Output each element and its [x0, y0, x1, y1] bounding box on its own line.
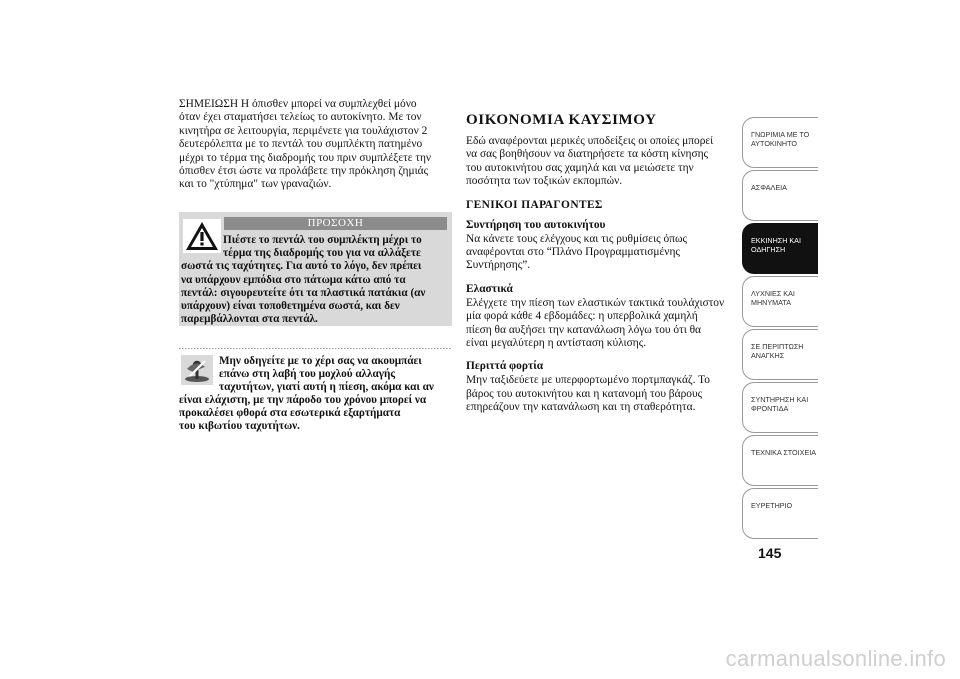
right-column: [466, 112, 738, 415]
note-line: μέχρι το τέρμα της διαδρομής του πριν συμπλέξετε την: [179, 151, 432, 164]
tab-label: ΦΡΟΝΤΙΔΑ: [751, 404, 789, 413]
tab-technical-data[interactable]: [742, 435, 818, 486]
tab-label: ΣΥΝΤΗΡΗΣΗ ΚΑΙ: [751, 395, 809, 404]
tyres-paragraph: [466, 297, 738, 351]
warning-line: Πιέστε το πεντάλ του συμπλέκτη μέχρι το: [223, 234, 422, 246]
note-line: όπισθεν έτσι ώστε να προλάβετε την πρόκληση ζημιάς: [179, 165, 429, 178]
maintenance-heading: Συντήρηση του αυτοκινήτου: [466, 218, 606, 231]
warning-text: [181, 234, 450, 326]
tab-label: ΑΣΦΑΛΕΙΑ: [751, 183, 787, 192]
tab-label: ΑΥΤΟΚΙΝΗΤΟ: [751, 139, 797, 148]
warning-line: υπάρχουν) είναι τοποθετημένα σωστά, και δεν: [181, 300, 400, 313]
tab-label: ΕΚΚΙΝΗΣΗ ΚΑΙ: [751, 236, 801, 245]
maintenance-line: Συντήρησης”.: [466, 259, 531, 272]
tab-maintenance[interactable]: [742, 382, 818, 433]
tab-warning-lights[interactable]: [742, 276, 818, 327]
intro-line: να σας βοηθήσουν να διατηρήσετε τα κόστη κίνησης: [466, 148, 709, 161]
maintenance-line: αναφέρονται στο “Πλάνο Προγραμματισμένης: [466, 246, 680, 259]
tab-label: ΤΕΧΝΙΚΑ ΣΤΟΙΧΕΙΑ: [751, 448, 817, 457]
tab-emergency[interactable]: [742, 329, 818, 380]
tyres-line: μία φορά κάθε 4 εβδομάδες: η υπερβολικά χαμηλή: [466, 310, 698, 323]
tab-label: ΜΗΝΥΜΑΤΑ: [751, 298, 792, 307]
tip-text: [179, 355, 452, 433]
warning-heading: ΠΡΟΣΟΧΗ: [224, 217, 447, 230]
dotted-divider: [179, 348, 452, 349]
watermark: carmanualsonline.info: [725, 646, 946, 671]
tab-label: ΣΕ ΠΕΡΙΠΤΩΣΗ: [751, 342, 804, 351]
tab-label: ΛΥΧΝΙΕΣ ΚΑΙ: [751, 289, 795, 298]
tab-label: ΟΔΗΓΗΣΗ: [751, 245, 786, 254]
section-title: ΟΙΚΟΝΟΜΙΑ ΚΑΥΣΙΜΟΥ: [466, 112, 657, 128]
warning-line: σωστά τις ταχύτητες. Για αυτό το λόγο, δεν πρέπει: [181, 260, 422, 273]
intro-paragraph: [466, 135, 738, 189]
chapter-tabs: [742, 117, 818, 541]
tip-line: Μην οδηγείτε με το χέρι σας να ακουμπάει: [219, 355, 422, 367]
page-number: 145: [758, 545, 782, 561]
tab-getting-to-know[interactable]: [742, 117, 818, 168]
subsection-heading: ΓΕΝΙΚΟΙ ΠΑΡΑΓΟΝΤΕΣ: [466, 198, 603, 211]
tip-line: επάνω στη λαβή του μοχλού αλλαγής: [219, 368, 396, 380]
note-line: όταν έχει σταματήσει τελείως το αυτοκίνητο. Με τον: [179, 111, 422, 124]
tyres-line: Ελέγχετε την πίεση των ελαστικών τακτικά τουλάχιστον: [466, 296, 725, 309]
tab-label: ΑΝΑΓΚΗΣ: [751, 351, 785, 360]
intro-line: του αυτοκινήτου σας χαμηλά και να μειώσετε την: [466, 161, 694, 174]
tab-label: ΓΝΩΡΙΜΙΑ ΜΕ ΤΟ: [751, 130, 810, 139]
tab-label: ΕΥΡΕΤΗΡΙΟ: [751, 501, 793, 510]
tyres-line: πίεση θα αυξήσει την κατανάλωση λόγω του ότι θα: [466, 323, 702, 336]
intro-line: ποσότητα των τοξικών εκπομπών.: [466, 175, 623, 188]
note-paragraph: [179, 98, 452, 192]
intro-line: Εδώ αναφέρονται μερικές υποδείξεις οι οποίες μπορεί: [466, 135, 714, 147]
note-line: κινητήρα σε λειτουργία, περιμένετε για τουλάχιστον 2: [179, 124, 428, 137]
tip-line: του κιβωτίου ταχυτήτων.: [179, 420, 300, 432]
tyres-line: είναι μεγαλύτερη η αντίσταση κύλισης.: [466, 337, 647, 350]
warning-line: πεντάλ: σιγουρευτείτε ότι τα πλαστικά πατάκια (αν: [181, 286, 426, 299]
loads-heading: Περιττά φορτία: [466, 360, 544, 373]
note-line: ΣΗΜΕΙΩΣΗ Η όπισθεν μπορεί να συμπλεχθεί μόνο: [179, 98, 417, 110]
left-column: [179, 98, 452, 192]
tab-starting-driving[interactable]: [742, 223, 818, 274]
maintenance-paragraph: [466, 233, 738, 273]
warning-line: να υπάρχουν εμπόδια στο πάτωμα κάτω από τα: [181, 273, 406, 286]
tab-safety[interactable]: [742, 170, 818, 221]
note-line: και το "χτύπημα" των γραναζιών.: [179, 178, 332, 191]
tip-line: είναι ελάχιστη, με την πάροδο του χρόνου μπορεί να: [179, 394, 427, 406]
warning-line: τέρμα της διαδρομής του για να αλλάξετε: [223, 247, 421, 260]
loads-paragraph: [466, 374, 738, 414]
note-line: δευτερόλεπτα με το πεντάλ του συμπλέκτη πατημένο: [179, 138, 423, 151]
loads-line: επηρεάζουν την κατανάλωση και τη σταθερότητα.: [466, 401, 696, 414]
loads-line: βάρος του αυτοκινήτου και η κατανομή του βάρους: [466, 387, 703, 400]
tab-index[interactable]: [742, 488, 818, 539]
tyres-heading: Ελαστικά: [466, 282, 513, 295]
maintenance-line: Να κάνετε τους ελέγχους και τις ρυθμίσεις όπως: [466, 232, 687, 245]
tip-line: προκαλέσει φθορά στα εσωτερικά εξαρτήματα: [179, 407, 401, 419]
loads-line: Μην ταξιδεύετε με υπερφορτωμένο πορτμπαγκάζ. Το: [466, 374, 711, 387]
warning-line: παρεμβάλλονται στα πεντάλ.: [181, 313, 318, 326]
tip-line: ταχυτήτων, γιατί αυτή η πίεση, ακόμα και αν: [219, 381, 434, 393]
